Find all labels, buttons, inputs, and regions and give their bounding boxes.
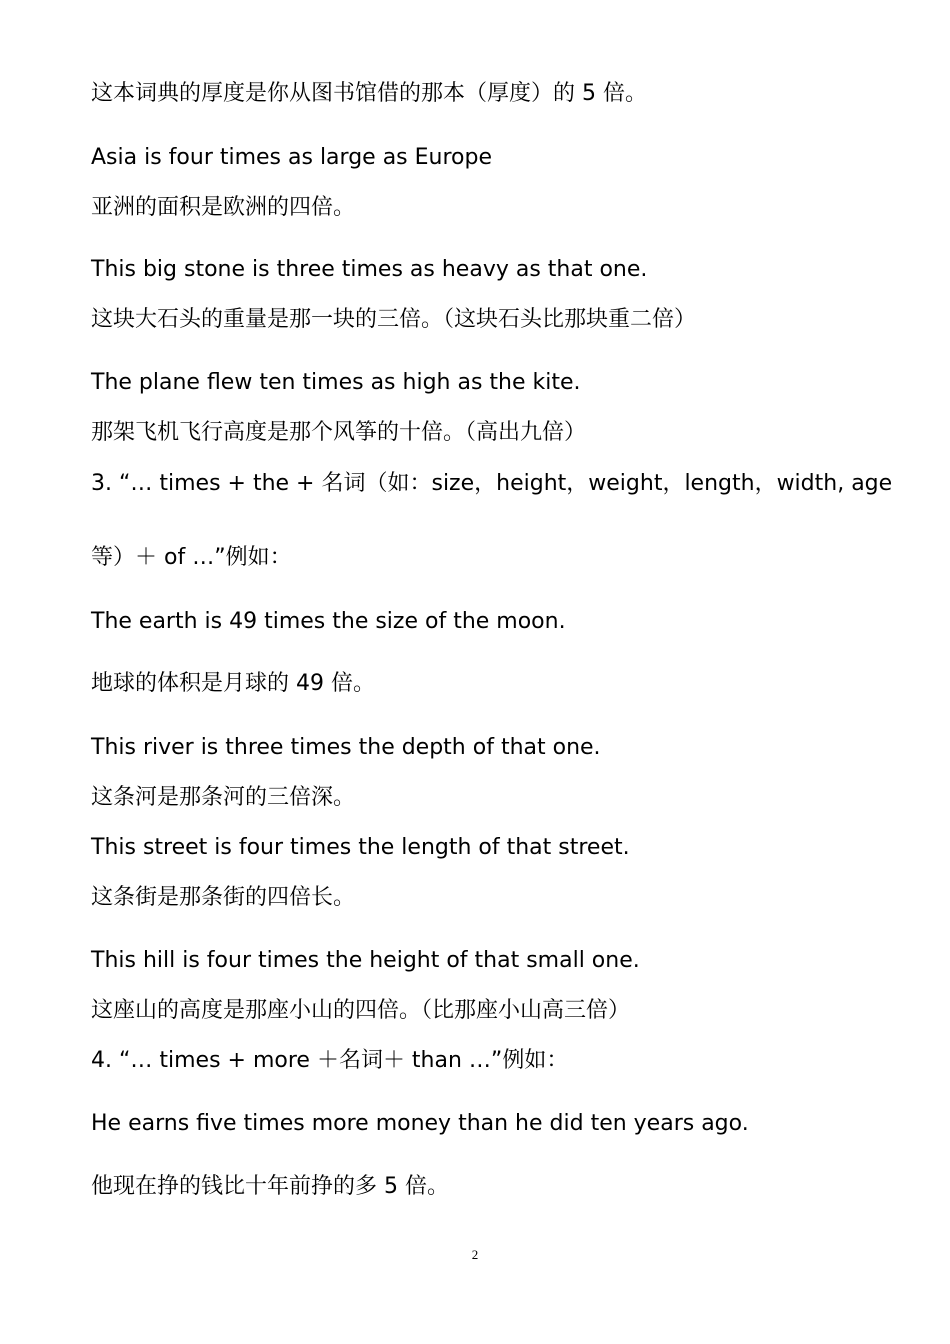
text-line: The earth is 49 times the size of the moon. [91, 609, 566, 634]
text-line: 这条街是那条街的四倍长。 [91, 885, 356, 910]
text-line: 这本词典的厚度是你从图书馆借的那本（厚度）的 5 倍。 [91, 81, 647, 106]
text-line: This river is three times the depth of that one. [91, 735, 601, 760]
section-heading-continued: 等）＋ of …”例如： [91, 545, 292, 570]
text-line: This big stone is three times as heavy as that one. [91, 257, 648, 282]
text-line: 那架飞机飞行高度是那个风筝的十倍。（高出九倍） [91, 420, 587, 445]
text-line: 亚洲的面积是欧洲的四倍。 [91, 195, 356, 220]
text-line: 地球的体积是月球的 49 倍。 [91, 671, 375, 696]
page-number: 2 [471, 1247, 479, 1262]
section-heading: 4. “… times + more ＋名词＋ than …”例如： [91, 1048, 569, 1073]
text-line: Asia is four times as large as Europe [91, 145, 492, 170]
text-line: This hill is four times the height of that small one. [91, 948, 640, 973]
text-line: 这块大石头的重量是那一块的三倍。（这块石头比那块重二倍） [91, 307, 697, 332]
text-line: The plane flew ten times as high as the kite. [91, 370, 581, 395]
text-line: 他现在挣的钱比十年前挣的多 5 倍。 [91, 1174, 449, 1199]
text-line: 这座山的高度是那座小山的四倍。（比那座小山高三倍） [91, 998, 631, 1023]
section-heading: 3. “… times + the + 名词（如：size，height，weight，length，width, age [91, 471, 893, 496]
text-line: This street is four times the length of that street. [91, 835, 630, 860]
text-line: He earns five times more money than he did ten years ago. [91, 1111, 749, 1136]
text-line: 这条河是那条河的三倍深。 [91, 785, 356, 810]
